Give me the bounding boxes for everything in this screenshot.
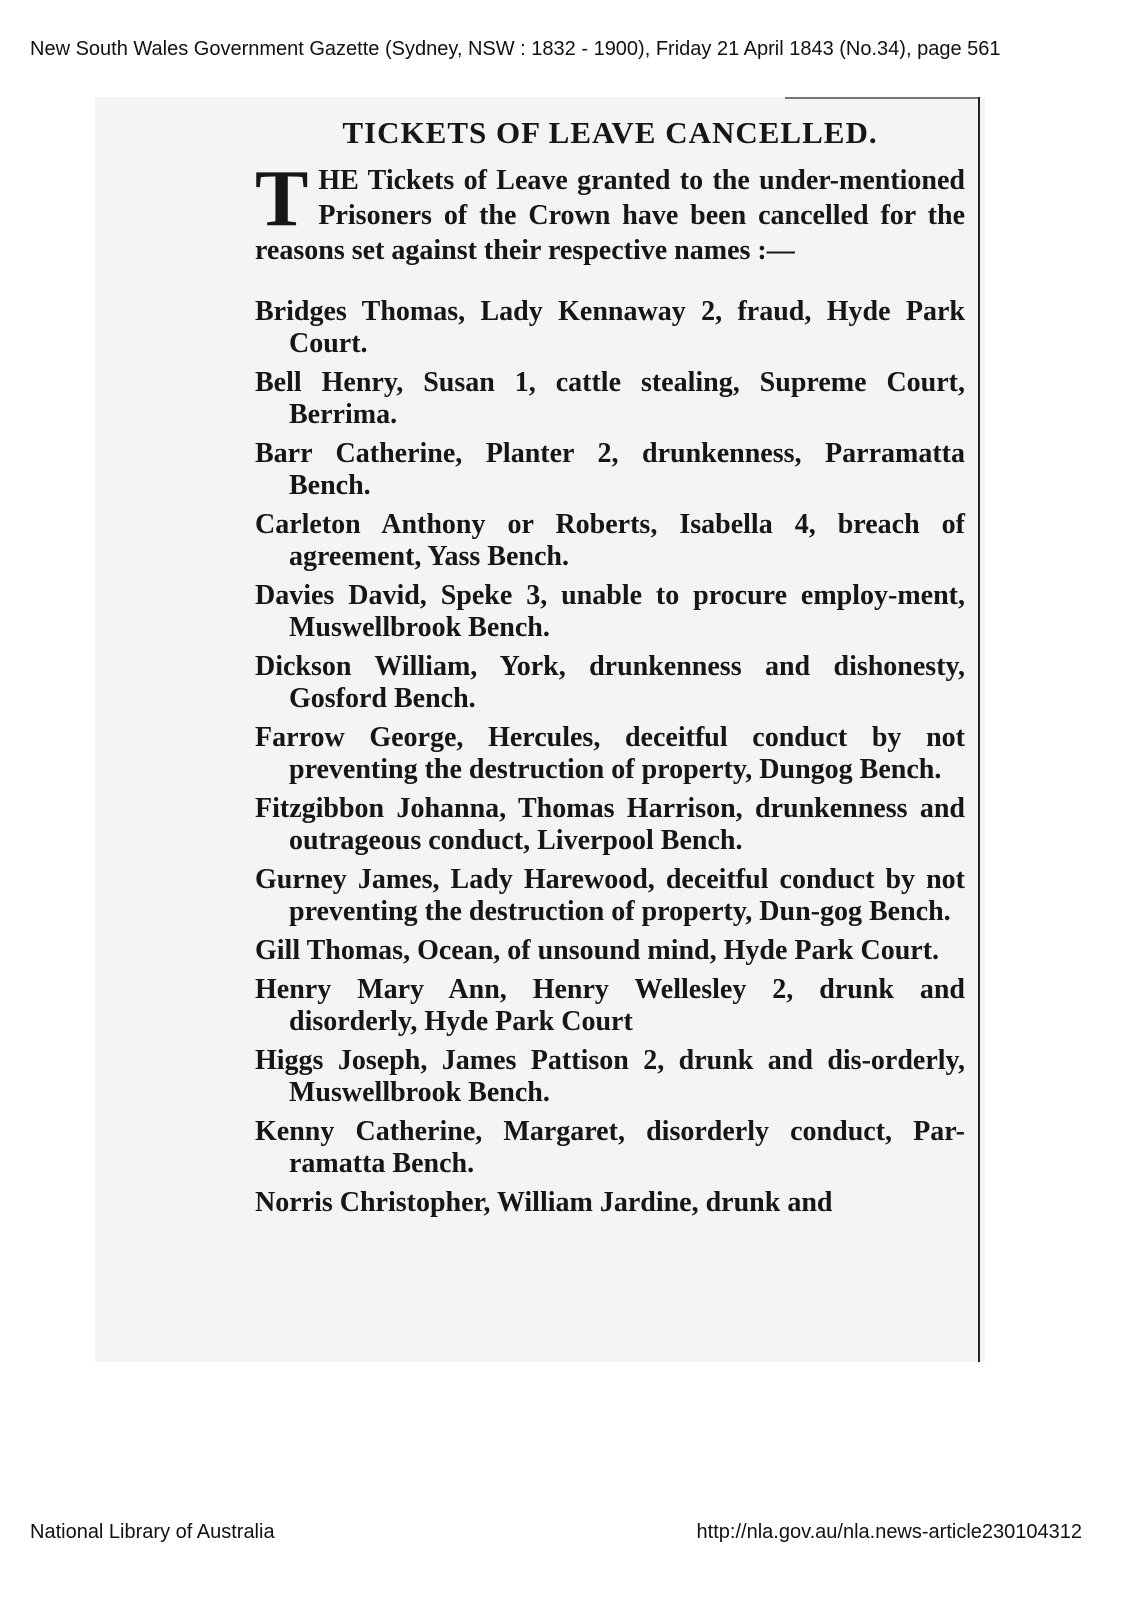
list-item: Barr Catherine, Planter 2, drunkenness, Parramatta Bench.	[255, 438, 965, 501]
intro-text: HE Tickets of Leave granted to the under-mentioned Prisoners of the Crown have been cancelled for the reasons set against their respective names :—	[255, 165, 965, 266]
list-item: Gill Thomas, Ocean, of unsound mind, Hyde Park Court.	[255, 935, 940, 966]
cancelled-tickets-list	[255, 296, 965, 1219]
column-rule-divider	[978, 97, 980, 1362]
article-url[interactable]: http://nla.gov.au/nla.news-article230104312	[696, 1521, 1082, 1543]
article-title: TICKETS OF LEAVE CANCELLED.	[342, 115, 878, 150]
list-item: Davies David, Speke 3, unable to procure employ-ment, Muswellbrook Bench.	[255, 580, 965, 643]
drop-cap: T	[255, 155, 309, 243]
list-item: Bell Henry, Susan 1, cattle stealing, Supreme Court, Berrima.	[255, 367, 965, 430]
list-item: Carleton Anthony or Roberts, Isabella 4, breach of agreement, Yass Bench.	[255, 509, 965, 572]
list-item-truncated: Norris Christopher, William Jardine, drunk and	[255, 1187, 833, 1218]
library-credit: National Library of Australia	[30, 1521, 275, 1543]
newspaper-clipping	[95, 97, 985, 1362]
list-item: Higgs Joseph, James Pattison 2, drunk and dis-orderly, Muswellbrook Bench.	[255, 1045, 965, 1108]
list-item: Bridges Thomas, Lady Kennaway 2, fraud, Hyde Park Court.	[255, 296, 965, 359]
list-item: Kenny Catherine, Margaret, disorderly conduct, Par-ramatta Bench.	[255, 1116, 965, 1179]
list-item: Henry Mary Ann, Henry Wellesley 2, drunk and disorderly, Hyde Park Court	[255, 974, 965, 1037]
list-item: Farrow George, Hercules, deceitful conduct by not preventing the destruction of property, Dungog Bench.	[255, 722, 965, 785]
citation-header: New South Wales Government Gazette (Sydney, NSW : 1832 - 1900), Friday 21 April 1843 (No.34), page 561	[30, 38, 1001, 60]
article-intro	[255, 155, 965, 268]
list-item: Fitzgibbon Johanna, Thomas Harrison, drunkenness and outrageous conduct, Liverpool Bench.	[255, 793, 965, 856]
list-item: Dickson William, York, drunkenness and dishonesty, Gosford Bench.	[255, 651, 965, 714]
list-item: Gurney James, Lady Harewood, deceitful conduct by not preventing the destruction of property, Dun-gog Bench.	[255, 864, 965, 927]
article-column	[255, 97, 965, 1226]
